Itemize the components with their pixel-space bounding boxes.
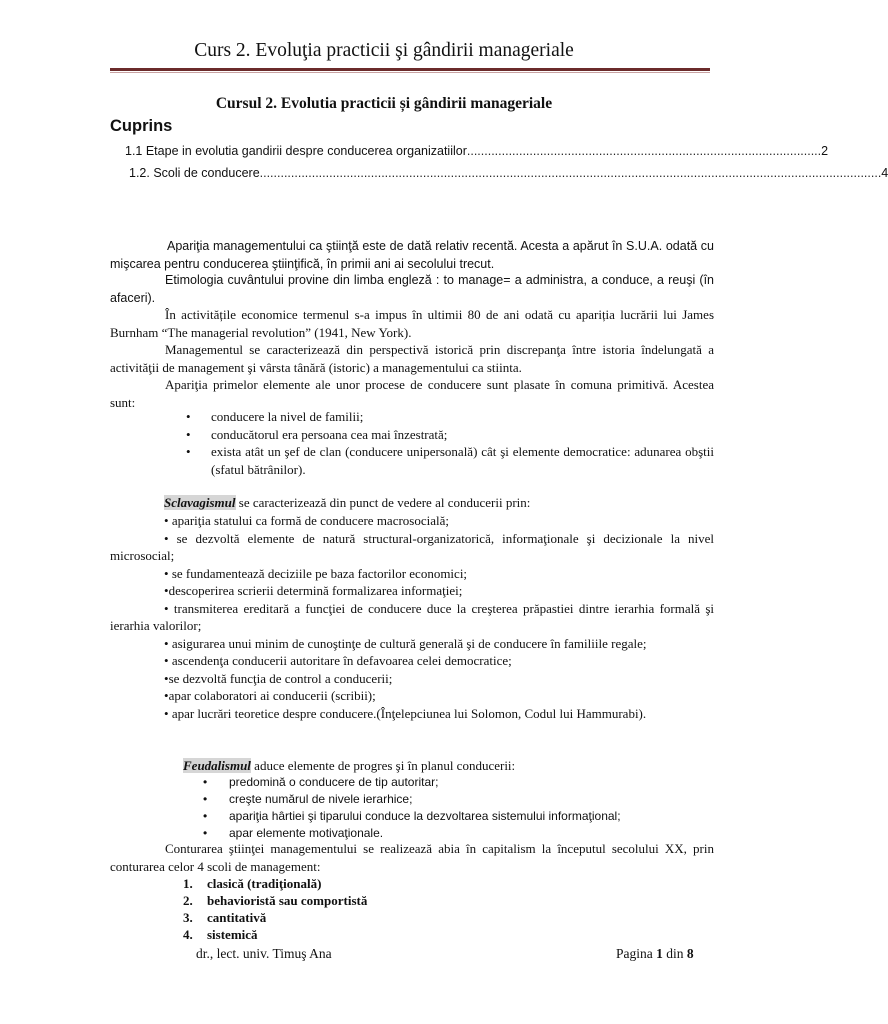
list-item: • conducere la nivel de familii; [186,409,364,424]
feudalism-list [203,774,714,842]
running-header-title: Curs 2. Evoluţia practicii şi gândirii manageriale [194,40,574,61]
paragraph-economic: În activitățile economice termenul s-a impus în ultimii 80 de ani odată cu apariția lucrării lui James Burnham “The managerial revolution” (1941, New York). [110,307,714,340]
paragraph [110,341,714,376]
list-item: • apariţia statului ca formă de conducere macrosocială; [164,513,450,528]
list-item: • apariţia hârtiei şi tiparului conduce la dezvoltarea sistemului informaţional; [203,809,621,823]
sclavagism-intro: Sclavagismul se caracterizează din punct de vedere al conducerii prin: [164,495,531,510]
list-item: • creşte numărul de nivele ierarhice; [203,792,413,806]
list-item: • transmiterea ereditară a funcţiei de conducere duce la creşterea prăpastiei dintre ierarhia formală şi ierarhia valorilor; [110,600,715,633]
paragraph [110,272,714,307]
paragraph-apparition: Apariţia managementului ca ştiinţă este de dată relativ recentă. Acesta a apărut în S.U.A. odată cu mişcarea pentru conducerea ştiinţifică, în primii ani ai secolului trecut. [110,239,714,271]
toc-entry-text: 1.2. Scoli de conducere [129,166,260,180]
toc-leader: ...................................................................................................... [466,144,822,158]
current-page: 1 [656,946,663,961]
list-item: •descoperirea scrierii determină formalizarea informaţiei; [164,583,463,598]
sclavagism-list [110,512,714,722]
paragraph-capitalism: Conturarea ştiinţei managementului se realizează abia în capitalism la începutul secolului XX, prin conturarea celor 4 scoli de management: [110,841,714,874]
list-item: 2. behavioristă sau comportistă [183,893,368,908]
primitive-list [186,408,714,478]
list-item: • exista atât un şef de clan (conducere unipersonală) cât şi elemente democratice: adunarea obştii (sfatul bătrânilor). [186,444,714,477]
term-sclavagism: Sclavagismul [164,495,236,510]
header-rule [110,68,710,71]
feudalism-intro: Feudalismul aduce elemente de progres şi în planul conducerii: [183,758,516,773]
footer-author: dr., lect. univ. Timuş Ana [196,946,332,961]
list-item: • ascendenţa conducerii autoritare în defavoarea celei democratice; [164,653,512,668]
list-item: •se dezvoltă funcţia de control a conducerii; [164,670,393,686]
list-item: 4. sistemică [183,927,258,942]
toc-entry-page: 2 [821,144,829,158]
list-item: • conducătorul era persoana cea mai înzestrată; [186,426,448,442]
list-item: • se dezvoltă elemente de natură structural-organizatorică, informaţionale şi decizionale la nivel microsocial; [110,530,715,563]
paragraph [110,376,714,411]
paragraph [110,238,714,273]
total-pages: 8 [686,946,694,961]
header-rule-thin [110,72,710,73]
list-item: 1. clasică (tradiţională) [183,876,322,891]
paragraph-etymology: Etimologia cuvântului provine din limba engleză : to manage= a administra, a conduce, a reuşi (în afaceri). [110,273,714,305]
footer-page-number: Pagina 1 din 8 [616,946,694,961]
paragraph-history: Managementul se caracterizează din perspectivă istorică prin discrepanţa între istoria îndelungată a activităţii de management şi vârsta tânără (istoric) a managementului ca stiinta. [110,342,714,375]
paragraph [110,840,714,875]
list-item: • predomină o conducere de tip autoritar; [203,775,439,789]
schools-list [183,875,367,943]
toc-leader: ................................................................................................................................................................................... [259,166,882,180]
list-item: • apar elemente motivaţionale. [203,826,384,840]
document-title: Cursul 2. Evolutia practicii și gândirii manageriale [215,95,553,112]
toc-entry[interactable] [129,166,888,180]
paragraph-primitive: Apariţia primelor elemente ale unor procese de conducere sunt plasate în comuna primitivă. Acestea sunt: [110,377,714,410]
list-item: • asigurarea unui minim de cunoştinţe de cultură generală şi de conducere în familiile regale; [164,635,647,651]
toc-entry[interactable] [125,144,829,158]
toc-heading: Cuprins [110,117,173,135]
list-item: •apar colaboratori ai conducerii (scribii); [164,688,376,703]
toc-entry-text: 1.1 Etape in evolutia gandirii despre conducerea organizatiilor [125,144,467,158]
paragraph [110,306,714,341]
toc-entry-page: 4 [881,166,888,180]
list-item: • se fundamentează deciziile pe baza factorilor economici; [164,565,468,581]
term-feudalism: Feudalismul [183,758,251,773]
list-item: 3. cantitativă [183,910,267,925]
list-item: • apar lucrări teoretice despre conducere.(Înţelepciunea lui Solomon, Codul lui Hammurabi). [164,705,647,721]
